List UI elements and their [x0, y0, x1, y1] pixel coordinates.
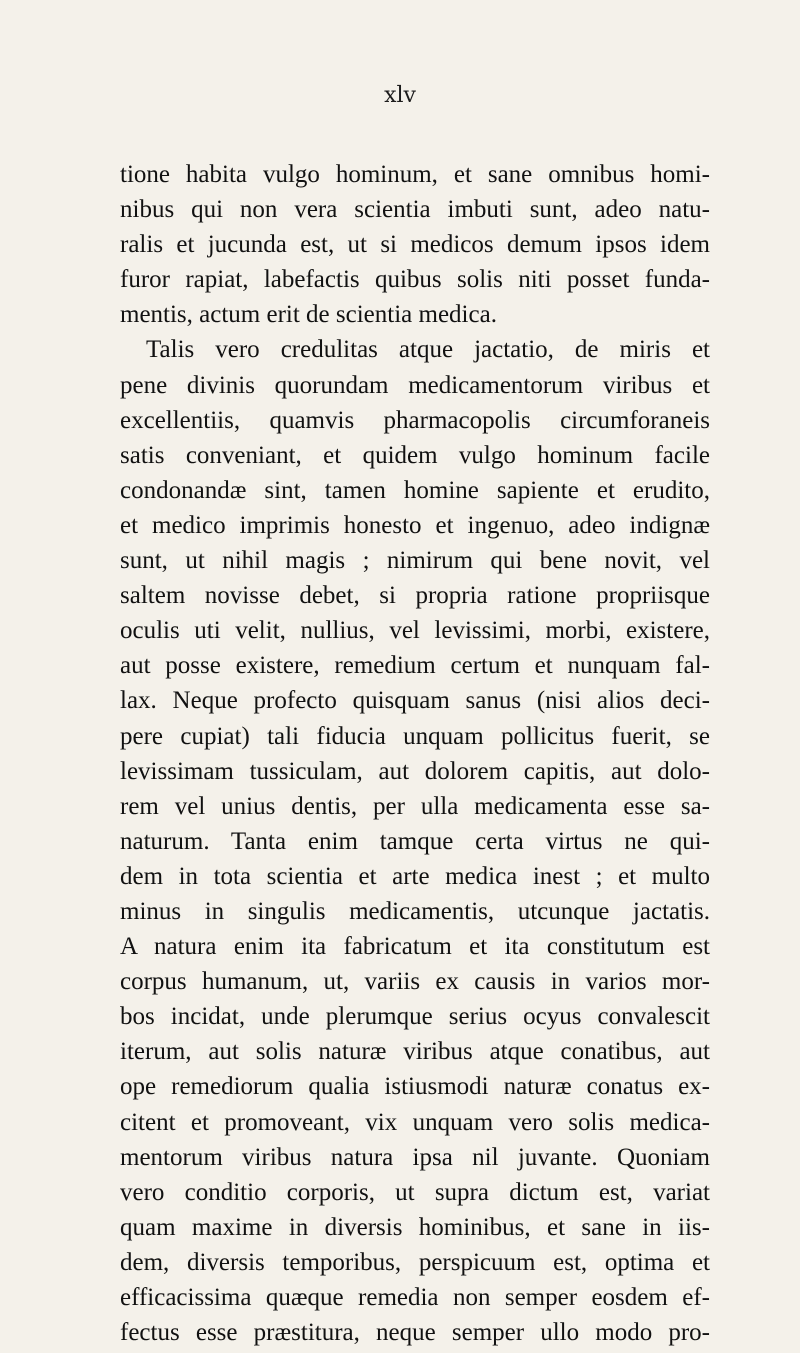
text-line: efficacissima quæque remedia non semper eosdem ef-	[120, 1284, 710, 1311]
text-line: Talis vero credulitas atque jactatio, de miris et	[146, 336, 710, 364]
text-line: excellentiis, quamvis pharmacopolis circumforaneis	[120, 406, 710, 434]
text-line: nibus qui non vera scientia imbuti sunt, adeo natu-	[120, 196, 710, 224]
text-line: mentis, actum erit de scientia medica.	[120, 301, 497, 329]
text-line: oculis uti velit, nullius, vel levissimi, morbi, existere,	[120, 617, 710, 645]
text-line: et medico imprimis honesto et ingenuo, adeo indignæ	[120, 511, 710, 539]
text-line: tione habita vulgo hominum, et sane omnibus homi-	[120, 161, 710, 188]
text-line: naturum. Tanta enim tamque certa virtus ne qui-	[120, 827, 710, 855]
text-line: minus in singulis medicamentis, utcunque jactatis.	[120, 897, 710, 925]
text-line: citent et promoveant, vix unquam vero solis medica-	[120, 1108, 710, 1136]
text-line: iterum, aut solis naturæ viribus atque conatibus, aut	[120, 1038, 710, 1066]
text-line: ope remediorum qualia istiusmodi naturæ conatus ex-	[120, 1073, 710, 1101]
text-line: aut posse existere, remedium certum et nunquam fal-	[120, 652, 710, 680]
text-line: pene divinis quorundam medicamentorum viribus et	[120, 371, 710, 399]
text-line: saltem novisse debet, si propria ratione propriisque	[120, 582, 710, 610]
text-line: bos incidat, unde plerumque serius ocyus convalescit	[120, 1003, 710, 1031]
page-number: xlv	[384, 83, 416, 108]
text-line: corpus humanum, ut, variis ex causis in varios mor-	[120, 968, 710, 996]
text-line: pere cupiat) tali fiducia unquam pollicitus fuerit, se	[120, 722, 710, 750]
text-line: quam maxime in diversis hominibus, et sane in iis-	[120, 1213, 710, 1241]
text-line: satis conveniant, et quidem vulgo hominum facile	[120, 441, 710, 469]
text-line: dem, diversis temporibus, perspicuum est, optima et	[120, 1248, 710, 1276]
text-line: rem vel unius dentis, per ulla medicamenta esse sa-	[120, 792, 710, 820]
body-text	[120, 157, 710, 1350]
text-line: A natura enim ita fabricatum et ita constitutum est	[120, 933, 710, 961]
text-line: lax. Neque profecto quisquam sanus (nisi alios deci-	[120, 687, 710, 715]
text-line: furor rapiat, labefactis quibus solis niti posset funda-	[120, 266, 710, 294]
text-line: ralis et jucunda est, ut si medicos demum ipsos idem	[120, 231, 710, 259]
text-line: levissimam tussiculam, aut dolorem capitis, aut dolo-	[120, 757, 710, 785]
text-line: mentorum viribus natura ipsa nil juvante. Quoniam	[120, 1143, 710, 1171]
text-line: dem in tota scientia et arte medica inest ; et multo	[120, 862, 710, 890]
text-line: vero conditio corporis, ut supra dictum est, variat	[120, 1178, 710, 1206]
text-line: sunt, ut nihil magis ; nimirum qui bene novit, vel	[120, 547, 710, 575]
text-line: condonandæ sint, tamen homine sapiente et erudito,	[120, 476, 710, 504]
text-line: fectus esse præstitura, neque semper ullo modo pro-	[120, 1319, 710, 1347]
